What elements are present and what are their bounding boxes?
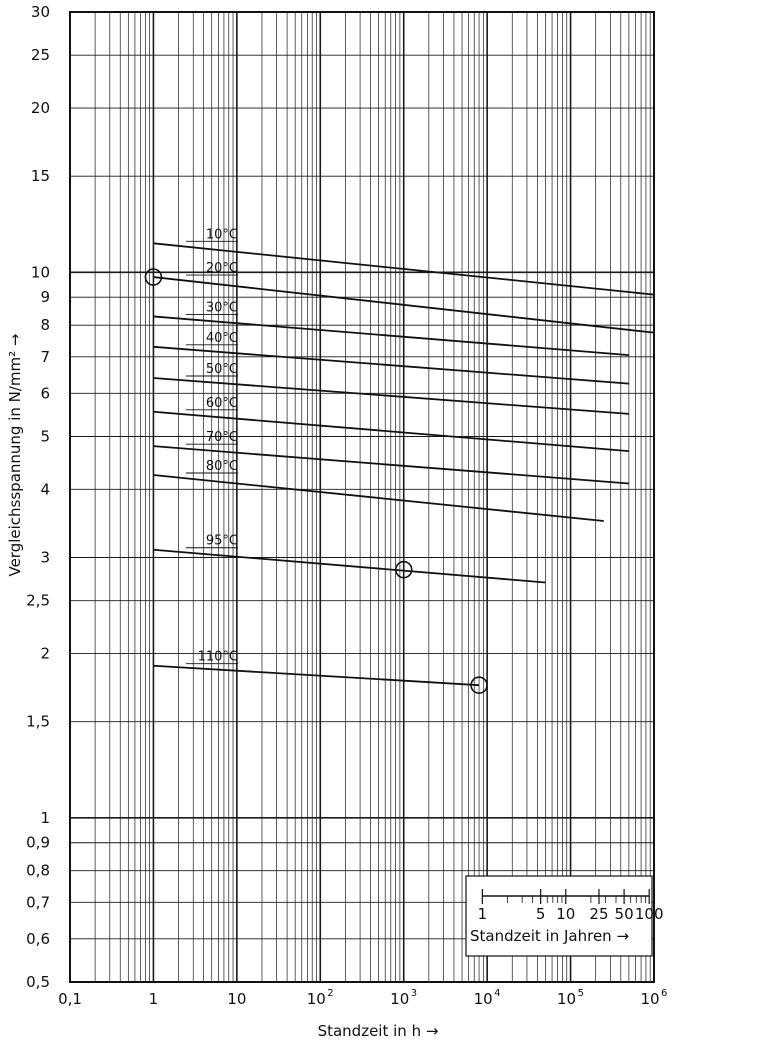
y-tick-label: 9 — [40, 288, 50, 307]
y-tick-label: 3 — [40, 548, 50, 567]
series-label: 10°C — [205, 227, 238, 243]
y-tick-label: 20 — [30, 99, 50, 118]
y-tick-label: 0,7 — [26, 893, 50, 912]
y-tick-label: 1,5 — [26, 712, 50, 731]
x-tick-label: 10 — [390, 990, 410, 1008]
series-label: 60°C — [205, 395, 238, 411]
x-tick-exponent: 2 — [327, 988, 334, 999]
x-tick-exponent: 5 — [577, 988, 584, 999]
y-tick-label: 25 — [30, 46, 50, 65]
y-tick-label: 1 — [40, 808, 50, 827]
x-tick-label: 10 — [640, 990, 660, 1008]
y-tick-label: 6 — [40, 384, 50, 403]
x-tick-label: 10 — [473, 990, 493, 1008]
y-axis-title: Vergleichsspannung in N/mm² → — [6, 333, 24, 577]
y-tick-label: 2,5 — [26, 591, 50, 610]
series-label: 50°C — [205, 362, 238, 378]
series-label: 40°C — [205, 330, 238, 346]
y-tick-label: 0,8 — [26, 861, 50, 880]
inset-tick-label: 1 — [477, 905, 488, 923]
y-tick-label: 2 — [40, 644, 50, 663]
series-label: 110°C — [197, 649, 238, 665]
y-tick-label: 4 — [40, 480, 50, 499]
x-tick-label: 10 — [557, 990, 577, 1008]
x-tick-label: 10 — [227, 990, 247, 1008]
x-tick-exponent: 4 — [494, 988, 501, 999]
y-tick-label: 10 — [30, 263, 50, 282]
inset-tick-label: 5 — [535, 905, 546, 923]
y-tick-label: 8 — [40, 316, 50, 335]
x-tick-label: 0,1 — [58, 990, 82, 1008]
y-tick-label: 15 — [30, 167, 50, 186]
y-tick-label: 30 — [30, 3, 50, 21]
series-label: 80°C — [205, 458, 238, 474]
y-tick-label: 0,9 — [26, 833, 50, 852]
x-axis-title: Standzeit in h → — [317, 1022, 439, 1040]
x-tick-label: 1 — [148, 990, 159, 1008]
x-tick-label: 10 — [306, 990, 326, 1008]
y-tick-label: 5 — [40, 427, 50, 446]
inset-tick-label: 50 — [614, 905, 634, 923]
years-inset — [466, 876, 664, 956]
y-tick-label: 7 — [40, 347, 50, 366]
x-tick-exponent: 6 — [661, 988, 668, 999]
y-tick-label: 0,6 — [26, 929, 50, 948]
series-label: 70°C — [205, 430, 238, 446]
series-label: 30°C — [205, 300, 238, 316]
inset-title: Standzeit in Jahren → — [470, 927, 630, 945]
y-tick-label: 0,5 — [26, 973, 50, 991]
series-label: 95°C — [205, 533, 238, 549]
inset-tick-label: 25 — [589, 905, 609, 923]
series-label: 20°C — [205, 261, 238, 277]
inset-tick-label: 100 — [634, 905, 664, 923]
inset-tick-label: 10 — [556, 905, 576, 923]
x-tick-exponent: 3 — [410, 988, 418, 999]
